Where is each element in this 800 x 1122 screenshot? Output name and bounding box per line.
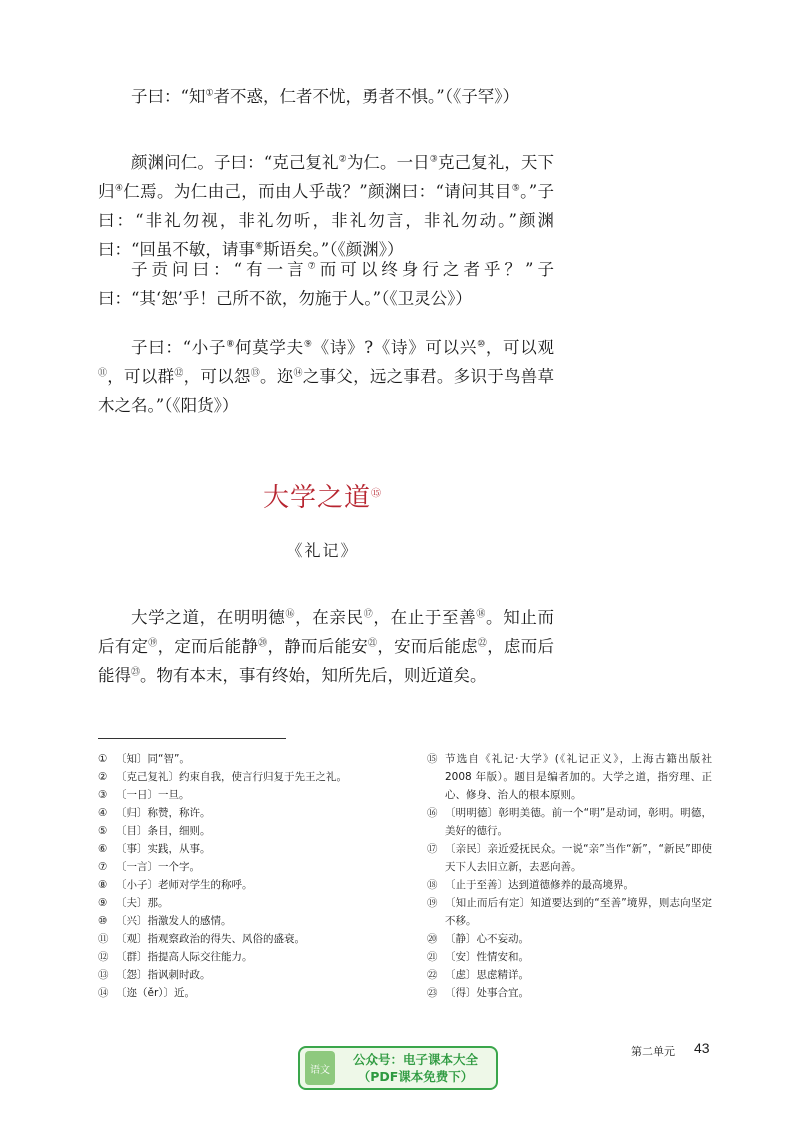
footnote-item: [98, 804, 398, 822]
footnote-marker: ㉒: [477, 638, 488, 649]
text-run: 何莫学夫: [234, 338, 304, 357]
footnote-divider: [98, 738, 286, 739]
text-run: 颜渊问仁。子曰：“克己复礼: [131, 153, 339, 172]
footnote-number: ⑬: [98, 969, 109, 981]
footnote-text: 〔静〕心不妄动。: [445, 933, 529, 945]
footnote-number: ⑱: [427, 879, 438, 891]
text-run: ，安而后能虑: [377, 637, 478, 656]
footnote-marker: ⑩: [477, 339, 486, 350]
footnote-number: ⑩: [98, 915, 108, 927]
footnote-number: ⑤: [98, 825, 108, 837]
footnote-marker: ②: [338, 154, 347, 165]
footnote-number: ②: [98, 771, 108, 783]
footnote-item: [98, 894, 398, 912]
footnote-item: [427, 930, 712, 948]
book-logo-icon: 语文: [305, 1051, 335, 1085]
analects-paragraph-4: [98, 333, 554, 420]
footnote-item: [427, 948, 712, 966]
watermark-text: [335, 1051, 496, 1085]
text-run: 为仁。一日: [346, 153, 430, 172]
watermark-line-2: （PDF课本免费下）: [357, 1069, 474, 1084]
footnote-marker: ⑪: [98, 368, 108, 379]
footnote-number: ⑰: [427, 843, 438, 855]
footnote-text: 〔夫〕那。: [116, 897, 169, 909]
footnote-marker: ⑰: [363, 609, 374, 620]
text-run: 克己复礼，天下归: [98, 153, 555, 201]
footnote-marker: ①: [205, 88, 214, 99]
footnote-marker: ㉑: [368, 638, 378, 649]
footnote-number: ⑪: [98, 933, 109, 945]
text-run: 者不惑，仁者不忧，勇者不惧。”（《子罕》）: [213, 87, 519, 106]
footnote-item: [98, 858, 398, 876]
footnote-marker: ⑱: [476, 609, 487, 620]
footnote-text: 〔亲民〕亲近爱抚民众。一说“亲”当作“新”，“新民”即使天下人去旧立新，去恶向善。: [445, 843, 712, 873]
footnote-text: 〔一日〕一旦。: [116, 789, 190, 801]
footnote-item: [98, 786, 398, 804]
footnote-text: 〔小子〕老师对学生的称呼。: [116, 879, 253, 891]
footnote-text: 〔迩（ěr）〕近。: [116, 987, 196, 999]
footnote-text: 〔克己复礼〕约束自我，使言行归复于先王之礼。: [116, 771, 347, 783]
footnote-text: 〔明明德〕彰明美德。前一个“明”是动词，彰明。明德，美好的德行。: [445, 807, 712, 837]
footnote-item: [427, 840, 712, 876]
footnote-number: ①: [98, 753, 108, 765]
footnote-text: 〔兴〕指激发人的感情。: [116, 915, 232, 927]
footnote-number: ③: [98, 789, 108, 801]
footnote-text: 〔安〕性情安和。: [445, 951, 529, 963]
footnote-text: 〔怨〕指讽刺时政。: [116, 969, 211, 981]
footnote-marker: ⑦: [307, 261, 320, 272]
footnote-text: 〔知〕同“智”。: [116, 753, 190, 765]
footnote-text: 〔虑〕思虑精详。: [445, 969, 529, 981]
footnote-marker: ⑯: [285, 609, 296, 620]
text-run: 。物有本末，事有终始，知所先后，则近道矣。: [140, 666, 487, 685]
unit-label: 第二单元: [631, 1045, 675, 1058]
section-title-text: 大学之道: [262, 483, 371, 513]
footnote-item: [98, 948, 398, 966]
text-run: 。迩: [259, 367, 294, 386]
footnote-text: 〔观〕指观察政治的得失、风俗的盛衰。: [116, 933, 305, 945]
watermark-line-1: 公众号：电子课本大全: [352, 1052, 478, 1067]
footnote-item: [98, 768, 398, 786]
footnote-marker: ④: [114, 183, 124, 194]
text-run: ，定而后能静: [157, 637, 259, 656]
footnote-number: ⑲: [427, 897, 438, 909]
analects-paragraph-2: [98, 148, 554, 264]
text-run: 《诗》?《诗》可以兴: [312, 338, 478, 357]
footnote-number: ㉑: [427, 951, 438, 963]
text-run: ，虑而后能得: [98, 637, 554, 685]
text-run: 子曰：“知: [131, 87, 206, 106]
footnote-text: 〔事〕实践，从事。: [116, 843, 211, 855]
text-run: 。”子曰：“非礼勿视，非礼勿听，非礼勿言，非礼勿动。”颜渊曰：“回虽不敏，请事: [98, 182, 555, 259]
text-run: ，在止于至善: [373, 608, 477, 627]
text-run: ，在亲民: [295, 608, 364, 627]
footnote-marker: ⑤: [511, 183, 521, 194]
text-run: ，可以观: [485, 338, 554, 357]
footnote-number: ⑨: [98, 897, 108, 909]
footnotes-right-column: [427, 750, 712, 1002]
text-run: 子曰：“小子: [131, 338, 227, 357]
footnote-text: 节选自《礼记·大学》(《礼记正义》，上海古籍出版社 2008 年版）。题目是编者加的。大学之道，指穷理、正心、修身、治人的根本原则。: [445, 753, 712, 801]
footnote-marker: ⑮: [371, 488, 382, 500]
footnote-item: [427, 966, 712, 984]
footnote-number: ⑳: [427, 933, 438, 945]
daxue-paragraph: [98, 603, 554, 690]
footnote-marker: ⑲: [148, 638, 158, 649]
text-run: 之事父，远之事君。多识于鸟兽草木之名。”（《阳货》）: [98, 367, 554, 415]
footnote-number: ㉓: [427, 987, 438, 999]
footnote-marker: ⑭: [293, 368, 303, 379]
footnote-item: [98, 822, 398, 840]
footnote-number: ⑭: [98, 987, 109, 999]
footnote-item: [427, 876, 712, 894]
footnote-number: ⑮: [427, 753, 438, 765]
footnote-marker: ⑬: [250, 368, 260, 379]
analects-paragraph-1: [98, 82, 554, 111]
footnote-item: [98, 966, 398, 984]
footnote-item: [427, 894, 712, 930]
footnotes-left-column: [98, 750, 398, 1002]
footnote-number: ⑥: [98, 843, 108, 855]
footnote-marker: ③: [429, 154, 438, 165]
footnote-number: ㉒: [427, 969, 438, 981]
text-run: 。知止而后有定: [98, 608, 555, 656]
section-title: [0, 477, 645, 514]
text-run: 仁焉。为仁由己，而由人乎哉？”颜渊曰：“请问其目: [123, 182, 512, 201]
watermark-badge: [298, 1046, 498, 1090]
footnote-item: [98, 912, 398, 930]
analects-paragraph-3: [98, 255, 554, 313]
footnote-text: 〔止于至善〕达到道德修养的最高境界。: [445, 879, 634, 891]
footnote-item: [427, 984, 712, 1002]
section-source: 《礼记》: [286, 541, 359, 560]
footnote-number: ⑦: [98, 861, 108, 873]
text-run: ，静而后能安: [267, 637, 369, 656]
footnote-marker: ⑳: [258, 638, 268, 649]
text-run: ，可以群: [107, 367, 175, 386]
text-run: ，可以怨: [183, 367, 251, 386]
footnote-text: 〔一言〕一个字。: [116, 861, 200, 873]
page-number: 43: [694, 1040, 710, 1056]
footnote-item: [98, 930, 398, 948]
footnote-item: [427, 804, 712, 840]
footnote-number: ⑯: [427, 807, 438, 819]
footnote-item: [98, 840, 398, 858]
footnote-marker: ㉓: [131, 667, 141, 678]
footnote-marker: ⑫: [174, 368, 184, 379]
text-run: 子贡问曰：“有一言: [131, 260, 308, 279]
footnote-marker: ⑨: [303, 339, 313, 350]
footnote-text: 〔群〕指提高人际交往能力。: [116, 951, 253, 963]
footnote-marker: ⑥: [254, 241, 264, 252]
footnote-number: ④: [98, 807, 108, 819]
footnote-number: ⑫: [98, 951, 109, 963]
footnote-text: 〔知止而后有定〕知道要达到的“至善”境界，则志向坚定不移。: [445, 897, 712, 927]
footnote-text: 〔得〕处事合宜。: [445, 987, 529, 999]
footnote-item: [427, 750, 712, 804]
footnote-marker: ⑧: [226, 339, 235, 350]
footnote-text: 〔目〕条目，细则。: [116, 825, 211, 837]
footnote-item: [98, 750, 398, 768]
footnote-text: 〔归〕称赞，称许。: [116, 807, 211, 819]
footnote-item: [98, 876, 398, 894]
text-run: 斯语矣。”（《颜渊》）: [263, 240, 404, 259]
text-run: 大学之道，在明明德: [131, 608, 286, 627]
footnote-item: [98, 984, 398, 1002]
footnote-number: ⑧: [98, 879, 108, 891]
text-run: 而可以终身行之者乎？”子曰：“其‘恕’乎！己所不欲，勿施于人。”（《卫灵公》）: [98, 260, 555, 308]
